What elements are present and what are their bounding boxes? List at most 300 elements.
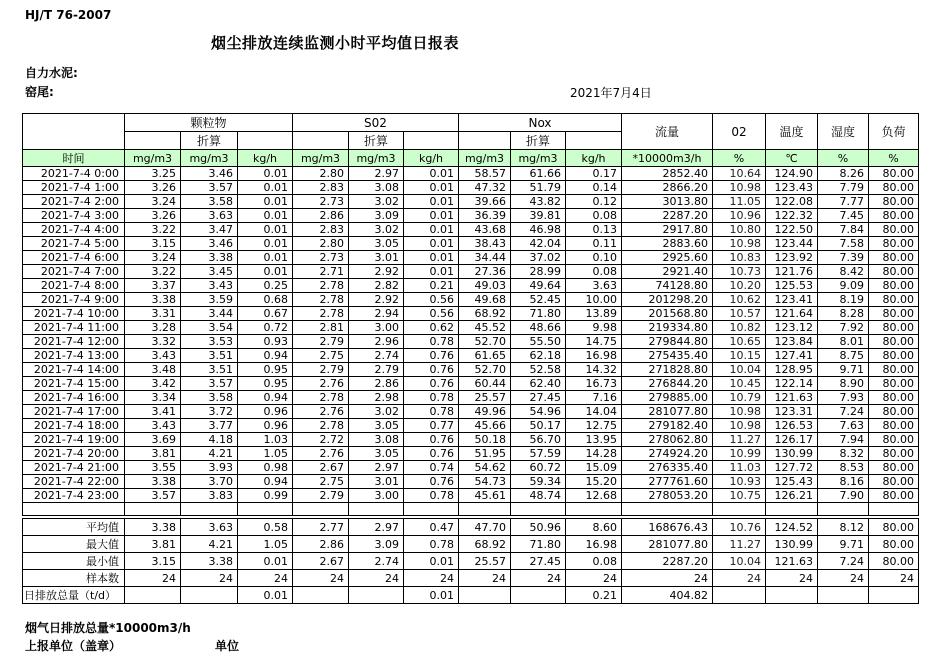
value-cell: 10.15	[713, 349, 766, 363]
value-cell: 2.76	[293, 447, 349, 461]
summary-value-cell: 7.24	[818, 553, 869, 570]
value-cell: 3.28	[125, 321, 181, 335]
summary-value-cell: 4.21	[181, 536, 238, 553]
value-cell: 3.47	[181, 223, 238, 237]
value-cell: 3.72	[181, 405, 238, 419]
value-cell: 0.96	[238, 419, 293, 433]
value-cell: 0.62	[404, 321, 459, 335]
unit-header: kg/h	[404, 150, 459, 167]
time-cell: 2021-7-4 18:00	[23, 419, 125, 433]
value-cell: 57.59	[511, 447, 566, 461]
value-cell: 0.01	[238, 251, 293, 265]
value-cell: 61.65	[459, 349, 511, 363]
value-cell: 130.99	[766, 447, 818, 461]
value-cell: 201298.20	[622, 293, 713, 307]
summary-value-cell: 3.09	[349, 536, 404, 553]
value-cell: 122.32	[766, 209, 818, 223]
value-cell: 7.58	[818, 237, 869, 251]
value-cell: 3.41	[125, 405, 181, 419]
table-row	[23, 461, 919, 475]
value-cell: 3.05	[349, 447, 404, 461]
value-cell: 10.65	[713, 335, 766, 349]
standard-number: HJ/T 76-2007	[25, 8, 112, 22]
table-row	[23, 293, 919, 307]
table-row	[23, 209, 919, 223]
value-cell: 3.00	[349, 489, 404, 503]
value-cell: 9.98	[566, 321, 622, 335]
summary-value-cell: 24	[869, 570, 919, 587]
summary-value-cell: 0.21	[566, 587, 622, 604]
empty-cell	[125, 503, 181, 516]
summary-value-cell: 0.58	[238, 519, 293, 536]
value-cell: 271828.80	[622, 363, 713, 377]
value-cell: 10.82	[713, 321, 766, 335]
unit-header: kg/h	[238, 150, 293, 167]
summary-row	[23, 570, 919, 587]
value-cell: 27.45	[511, 391, 566, 405]
value-cell: 0.76	[404, 475, 459, 489]
empty-cell	[566, 503, 622, 516]
value-cell: 80.00	[869, 321, 919, 335]
table-row	[23, 377, 919, 391]
table-row	[23, 181, 919, 195]
value-cell: 122.50	[766, 223, 818, 237]
table-row	[23, 195, 919, 209]
empty-cell	[622, 503, 713, 516]
time-column-header: 时间	[23, 150, 125, 167]
value-cell: 279885.00	[622, 391, 713, 405]
value-cell: 0.01	[404, 237, 459, 251]
value-cell: 0.94	[238, 391, 293, 405]
value-cell: 9.09	[818, 279, 869, 293]
empty-row	[23, 503, 919, 516]
empty-cell	[459, 503, 511, 516]
summary-value-cell	[125, 587, 181, 604]
value-cell: 2.82	[349, 279, 404, 293]
value-cell: 3.48	[125, 363, 181, 377]
value-cell: 2.78	[293, 391, 349, 405]
summary-value-cell	[181, 587, 238, 604]
value-cell: 2.75	[293, 349, 349, 363]
value-cell: 3.38	[181, 251, 238, 265]
value-cell: 2.78	[293, 419, 349, 433]
hourly-data-table	[22, 113, 919, 516]
value-cell: 2921.40	[622, 265, 713, 279]
summary-value-cell: 9.71	[818, 536, 869, 553]
value-cell: 0.99	[238, 489, 293, 503]
value-cell: 0.95	[238, 377, 293, 391]
empty-cell	[23, 503, 125, 516]
value-cell: 80.00	[869, 489, 919, 503]
value-cell: 10.80	[713, 223, 766, 237]
summary-label: 样本数	[23, 570, 125, 587]
value-cell: 0.12	[566, 195, 622, 209]
time-cell: 2021-7-4 13:00	[23, 349, 125, 363]
value-cell: 3.25	[125, 167, 181, 181]
value-cell: 0.76	[404, 363, 459, 377]
value-cell: 7.94	[818, 433, 869, 447]
value-cell: 2.83	[293, 223, 349, 237]
monitoring-location: 窑尾:	[25, 85, 54, 99]
value-cell: 51.95	[459, 447, 511, 461]
value-cell: 3.01	[349, 251, 404, 265]
summary-value-cell: 3.81	[125, 536, 181, 553]
value-cell: 2.94	[349, 307, 404, 321]
table-row	[23, 237, 919, 251]
value-cell: 14.75	[566, 335, 622, 349]
value-cell: 3.69	[125, 433, 181, 447]
value-cell: 55.50	[511, 335, 566, 349]
unit-header: mg/m3	[125, 150, 181, 167]
table-row	[23, 391, 919, 405]
value-cell: 279182.40	[622, 419, 713, 433]
unit-header: mg/m3	[511, 150, 566, 167]
table-header	[23, 114, 919, 167]
value-cell: 10.98	[713, 181, 766, 195]
value-cell: 3.02	[349, 223, 404, 237]
summary-value-cell	[713, 587, 766, 604]
value-cell: 2.79	[349, 363, 404, 377]
value-cell: 54.62	[459, 461, 511, 475]
value-cell: 3.70	[181, 475, 238, 489]
summary-value-cell: 24	[125, 570, 181, 587]
summary-label: 平均值	[23, 519, 125, 536]
unit-header: mg/m3	[181, 150, 238, 167]
unit-header: %	[713, 150, 766, 167]
table-row	[23, 265, 919, 279]
value-cell: 3.45	[181, 265, 238, 279]
data-table-wrapper	[22, 113, 919, 604]
value-cell: 11.27	[713, 433, 766, 447]
summary-value-cell: 10.04	[713, 553, 766, 570]
value-cell: 3.26	[125, 209, 181, 223]
value-cell: 128.95	[766, 363, 818, 377]
converted-subheader-so2: 折算	[349, 132, 404, 150]
value-cell: 60.44	[459, 377, 511, 391]
value-cell: 123.43	[766, 181, 818, 195]
summary-row	[23, 519, 919, 536]
value-cell: 50.18	[459, 433, 511, 447]
value-cell: 123.44	[766, 237, 818, 251]
value-cell: 3.22	[125, 265, 181, 279]
value-cell: 126.53	[766, 419, 818, 433]
value-cell: 278062.80	[622, 433, 713, 447]
summary-value-cell: 24	[181, 570, 238, 587]
value-cell: 0.01	[404, 167, 459, 181]
unit-header: mg/m3	[293, 150, 349, 167]
value-cell: 2.72	[293, 433, 349, 447]
value-cell: 80.00	[869, 251, 919, 265]
value-cell: 0.25	[238, 279, 293, 293]
value-cell: 2.83	[293, 181, 349, 195]
value-cell: 1.05	[238, 447, 293, 461]
value-cell: 0.10	[566, 251, 622, 265]
summary-label: 最小值	[23, 553, 125, 570]
value-cell: 0.56	[404, 293, 459, 307]
value-cell: 58.57	[459, 167, 511, 181]
summary-value-cell: 24	[713, 570, 766, 587]
summary-value-cell: 24	[511, 570, 566, 587]
value-cell: 62.40	[511, 377, 566, 391]
value-cell: 123.31	[766, 405, 818, 419]
value-cell: 127.72	[766, 461, 818, 475]
value-cell: 3.77	[181, 419, 238, 433]
value-cell: 80.00	[869, 363, 919, 377]
summary-value-cell: 8.12	[818, 519, 869, 536]
summary-value-cell: 404.82	[622, 587, 713, 604]
summary-value-cell: 2.97	[349, 519, 404, 536]
value-cell: 10.83	[713, 251, 766, 265]
value-cell: 4.18	[181, 433, 238, 447]
summary-value-cell: 27.45	[511, 553, 566, 570]
value-cell: 2.78	[293, 293, 349, 307]
value-cell: 3.63	[181, 209, 238, 223]
summary-value-cell: 2.86	[293, 536, 349, 553]
time-cell: 2021-7-4 3:00	[23, 209, 125, 223]
value-cell: 14.28	[566, 447, 622, 461]
value-cell: 123.84	[766, 335, 818, 349]
summary-value-cell: 0.78	[404, 536, 459, 553]
value-cell: 2287.20	[622, 209, 713, 223]
value-cell: 80.00	[869, 349, 919, 363]
col-group-so2: S02	[293, 114, 459, 132]
value-cell: 52.70	[459, 335, 511, 349]
value-cell: 126.17	[766, 433, 818, 447]
value-cell: 43.82	[511, 195, 566, 209]
summary-value-cell: 0.01	[238, 587, 293, 604]
summary-value-cell: 80.00	[869, 536, 919, 553]
summary-value-cell: 3.38	[181, 553, 238, 570]
value-cell: 62.18	[511, 349, 566, 363]
col-group-nox: Nox	[459, 114, 622, 132]
value-cell: 2925.60	[622, 251, 713, 265]
value-cell: 80.00	[869, 167, 919, 181]
value-cell: 10.98	[713, 237, 766, 251]
value-cell: 2.97	[349, 167, 404, 181]
value-cell: 37.02	[511, 251, 566, 265]
value-cell: 80.00	[869, 209, 919, 223]
value-cell: 80.00	[869, 181, 919, 195]
value-cell: 49.68	[459, 293, 511, 307]
value-cell: 13.89	[566, 307, 622, 321]
summary-row	[23, 536, 919, 553]
value-cell: 0.01	[404, 181, 459, 195]
value-cell: 10.00	[566, 293, 622, 307]
value-cell: 52.45	[511, 293, 566, 307]
value-cell: 43.68	[459, 223, 511, 237]
value-cell: 39.81	[511, 209, 566, 223]
value-cell: 49.96	[459, 405, 511, 419]
value-cell: 11.05	[713, 195, 766, 209]
value-cell: 8.32	[818, 447, 869, 461]
col-header-temperature: 温度	[766, 114, 818, 150]
value-cell: 127.41	[766, 349, 818, 363]
value-cell: 2.92	[349, 293, 404, 307]
value-cell: 61.66	[511, 167, 566, 181]
blank-subheader	[125, 132, 181, 150]
time-cell: 2021-7-4 11:00	[23, 321, 125, 335]
value-cell: 80.00	[869, 419, 919, 433]
value-cell: 3.81	[125, 447, 181, 461]
value-cell: 0.76	[404, 349, 459, 363]
value-cell: 0.94	[238, 475, 293, 489]
summary-value-cell: 80.00	[869, 553, 919, 570]
value-cell: 60.72	[511, 461, 566, 475]
value-cell: 2.80	[293, 237, 349, 251]
unit-header: *10000m3/h	[622, 150, 713, 167]
value-cell: 12.68	[566, 489, 622, 503]
summary-value-cell: 24	[566, 570, 622, 587]
blank-subheader	[459, 132, 511, 150]
value-cell: 2.67	[293, 461, 349, 475]
value-cell: 3.02	[349, 195, 404, 209]
summary-value-cell: 3.38	[125, 519, 181, 536]
value-cell: 1.03	[238, 433, 293, 447]
table-row	[23, 475, 919, 489]
value-cell: 7.92	[818, 321, 869, 335]
value-cell: 13.95	[566, 433, 622, 447]
value-cell: 2.86	[293, 209, 349, 223]
time-cell: 2021-7-4 15:00	[23, 377, 125, 391]
value-cell: 2.80	[293, 167, 349, 181]
value-cell: 2.79	[293, 489, 349, 503]
value-cell: 4.21	[181, 447, 238, 461]
value-cell: 49.64	[511, 279, 566, 293]
value-cell: 3.24	[125, 195, 181, 209]
value-cell: 56.70	[511, 433, 566, 447]
summary-value-cell: 24	[404, 570, 459, 587]
time-cell: 2021-7-4 9:00	[23, 293, 125, 307]
value-cell: 0.72	[238, 321, 293, 335]
value-cell: 3.63	[566, 279, 622, 293]
value-cell: 80.00	[869, 377, 919, 391]
value-cell: 15.20	[566, 475, 622, 489]
value-cell: 3.51	[181, 349, 238, 363]
value-cell: 0.76	[404, 377, 459, 391]
value-cell: 219334.80	[622, 321, 713, 335]
value-cell: 125.53	[766, 279, 818, 293]
value-cell: 3.08	[349, 181, 404, 195]
value-cell: 14.32	[566, 363, 622, 377]
summary-value-cell: 8.60	[566, 519, 622, 536]
value-cell: 7.63	[818, 419, 869, 433]
summary-value-cell	[766, 587, 818, 604]
blank-subheader	[566, 132, 622, 150]
summary-value-cell: 24	[238, 570, 293, 587]
value-cell: 3.05	[349, 237, 404, 251]
value-cell: 2.78	[293, 279, 349, 293]
value-cell: 2.92	[349, 265, 404, 279]
summary-value-cell: 71.80	[511, 536, 566, 553]
value-cell: 122.08	[766, 195, 818, 209]
value-cell: 7.24	[818, 405, 869, 419]
value-cell: 46.98	[511, 223, 566, 237]
value-cell: 9.71	[818, 363, 869, 377]
summary-value-cell: 0.47	[404, 519, 459, 536]
summary-value-cell: 11.27	[713, 536, 766, 553]
empty-cell	[404, 503, 459, 516]
value-cell: 0.11	[566, 237, 622, 251]
value-cell: 80.00	[869, 475, 919, 489]
value-cell: 3.93	[181, 461, 238, 475]
value-cell: 0.78	[404, 391, 459, 405]
value-cell: 10.98	[713, 419, 766, 433]
value-cell: 2.96	[349, 335, 404, 349]
value-cell: 52.70	[459, 363, 511, 377]
value-cell: 2.74	[349, 349, 404, 363]
value-cell: 3.43	[125, 349, 181, 363]
value-cell: 3.09	[349, 209, 404, 223]
value-cell: 123.41	[766, 293, 818, 307]
value-cell: 36.39	[459, 209, 511, 223]
value-cell: 45.52	[459, 321, 511, 335]
value-cell: 80.00	[869, 279, 919, 293]
summary-value-cell: 68.92	[459, 536, 511, 553]
value-cell: 0.08	[566, 265, 622, 279]
table-row	[23, 167, 919, 181]
table-row	[23, 363, 919, 377]
empty-cell	[293, 503, 349, 516]
summary-value-cell: 3.15	[125, 553, 181, 570]
value-cell: 3.38	[125, 293, 181, 307]
empty-cell	[766, 503, 818, 516]
summary-row	[23, 587, 919, 604]
empty-cell	[181, 503, 238, 516]
value-cell: 0.01	[238, 209, 293, 223]
time-cell: 2021-7-4 23:00	[23, 489, 125, 503]
value-cell: 15.09	[566, 461, 622, 475]
time-cell: 2021-7-4 2:00	[23, 195, 125, 209]
value-cell: 0.56	[404, 307, 459, 321]
summary-value-cell: 24	[459, 570, 511, 587]
summary-value-cell: 2.67	[293, 553, 349, 570]
value-cell: 0.01	[238, 195, 293, 209]
value-cell: 123.92	[766, 251, 818, 265]
value-cell: 10.93	[713, 475, 766, 489]
summary-value-cell: 80.00	[869, 519, 919, 536]
value-cell: 201568.80	[622, 307, 713, 321]
time-cell: 2021-7-4 10:00	[23, 307, 125, 321]
summary-rows	[23, 519, 919, 604]
table-row	[23, 307, 919, 321]
value-cell: 25.57	[459, 391, 511, 405]
value-cell: 0.78	[404, 335, 459, 349]
summary-value-cell: 10.76	[713, 519, 766, 536]
summary-value-cell: 130.99	[766, 536, 818, 553]
value-cell: 80.00	[869, 195, 919, 209]
time-cell: 2021-7-4 0:00	[23, 167, 125, 181]
summary-value-cell: 47.70	[459, 519, 511, 536]
blank-subheader	[238, 132, 293, 150]
value-cell: 52.58	[511, 363, 566, 377]
empty-cell	[713, 503, 766, 516]
value-cell: 3.46	[181, 167, 238, 181]
value-cell: 277761.60	[622, 475, 713, 489]
value-cell: 7.90	[818, 489, 869, 503]
value-cell: 121.76	[766, 265, 818, 279]
value-cell: 10.45	[713, 377, 766, 391]
value-cell: 281077.80	[622, 405, 713, 419]
table-row	[23, 405, 919, 419]
empty-cell	[818, 503, 869, 516]
unit-header: %	[818, 150, 869, 167]
value-cell: 28.99	[511, 265, 566, 279]
time-cell: 2021-7-4 14:00	[23, 363, 125, 377]
col-header-flow: 流量	[622, 114, 713, 150]
value-cell: 80.00	[869, 405, 919, 419]
value-cell: 2.71	[293, 265, 349, 279]
value-cell: 14.04	[566, 405, 622, 419]
